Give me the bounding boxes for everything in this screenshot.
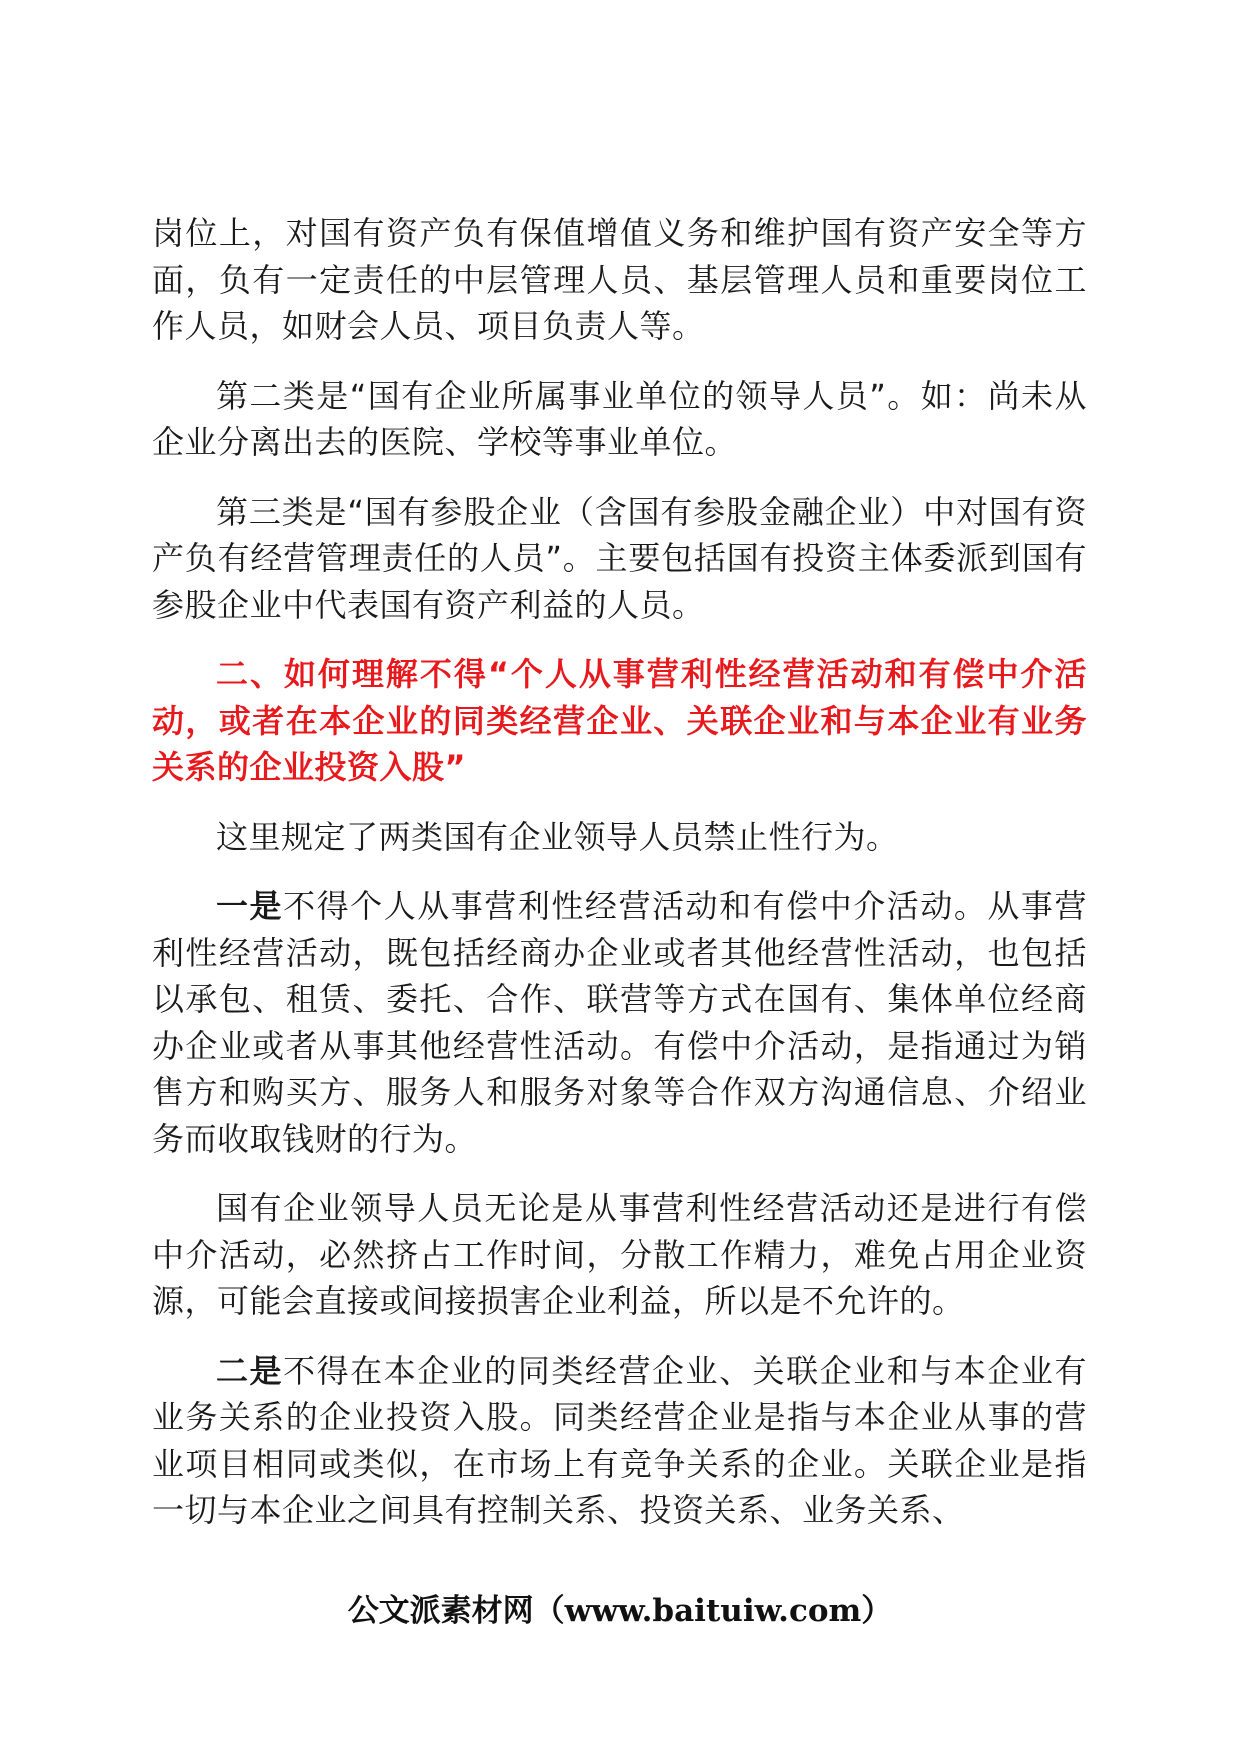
paragraph-point-one — [152, 883, 1087, 1162]
document-body — [152, 210, 1087, 1557]
paragraph-continuation: 岗位上，对国有资产负有保值增值义务和维护国有资产安全等方面，负有一定责任的中层管理人员、基层管理人员和重要岗位工作人员，如财会人员、项目负责人等。 — [152, 214, 1087, 345]
point-two-text: 不得在本企业的同类经营企业、关联企业和与本企业有业务关系的企业投资入股。同类经营企业是指与本企业从事的营业项目相同或类似，在市场上有竞争关系的企业。关联企业是指一切与本企业之间具有控制关系、投资关系、业务关系、 — [152, 1351, 1087, 1529]
section-heading: 二、如何理解不得“个人从事营利性经营活动和有偿中介活动，或者在本企业的同类经营企业、关联企业和与本企业有业务关系的企业投资入股” — [152, 655, 1087, 786]
paragraph-intro: 这里规定了两类国有企业领导人员禁止性行为。 — [216, 817, 899, 856]
point-one-text: 不得个人从事营利性经营活动和有偿中介活动。从事营利性经营活动，既包括经商办企业或者其他经营性活动，也包括以承包、租赁、委托、合作、联营等方式在国有、集体单位经商办企业或者从事其他经营性活动。有偿中介活动，是指通过为销售方和购买方、服务人和服务对象等合作双方沟通信息、介绍业务而收取钱财的行为。 — [152, 887, 1087, 1158]
paragraph-point-one-note: 国有企业领导人员无论是从事营利性经营活动还是进行有偿中介活动，必然挤占工作时间，分散工作精力，难免占用企业资源，可能会直接或间接损害企业利益，所以是不允许的。 — [152, 1189, 1087, 1320]
point-two-lead: 二是 — [216, 1351, 284, 1390]
paragraph-category-two: 第二类是“国有企业所属事业单位的领导人员”。如：尚未从企业分离出去的医院、学校等事业单位。 — [152, 376, 1087, 461]
paragraph-category-three: 第三类是“国有参股企业（含国有参股金融企业）中对国有资产负有经营管理责任的人员”。主要包括国有投资主体委派到国有参股企业中代表国有资产利益的人员。 — [152, 492, 1087, 624]
page-footer: 公文派素材网（www.baituiw.com） — [347, 1593, 893, 1629]
paragraph-point-two — [152, 1348, 1087, 1534]
point-one-lead: 一是 — [216, 887, 284, 925]
